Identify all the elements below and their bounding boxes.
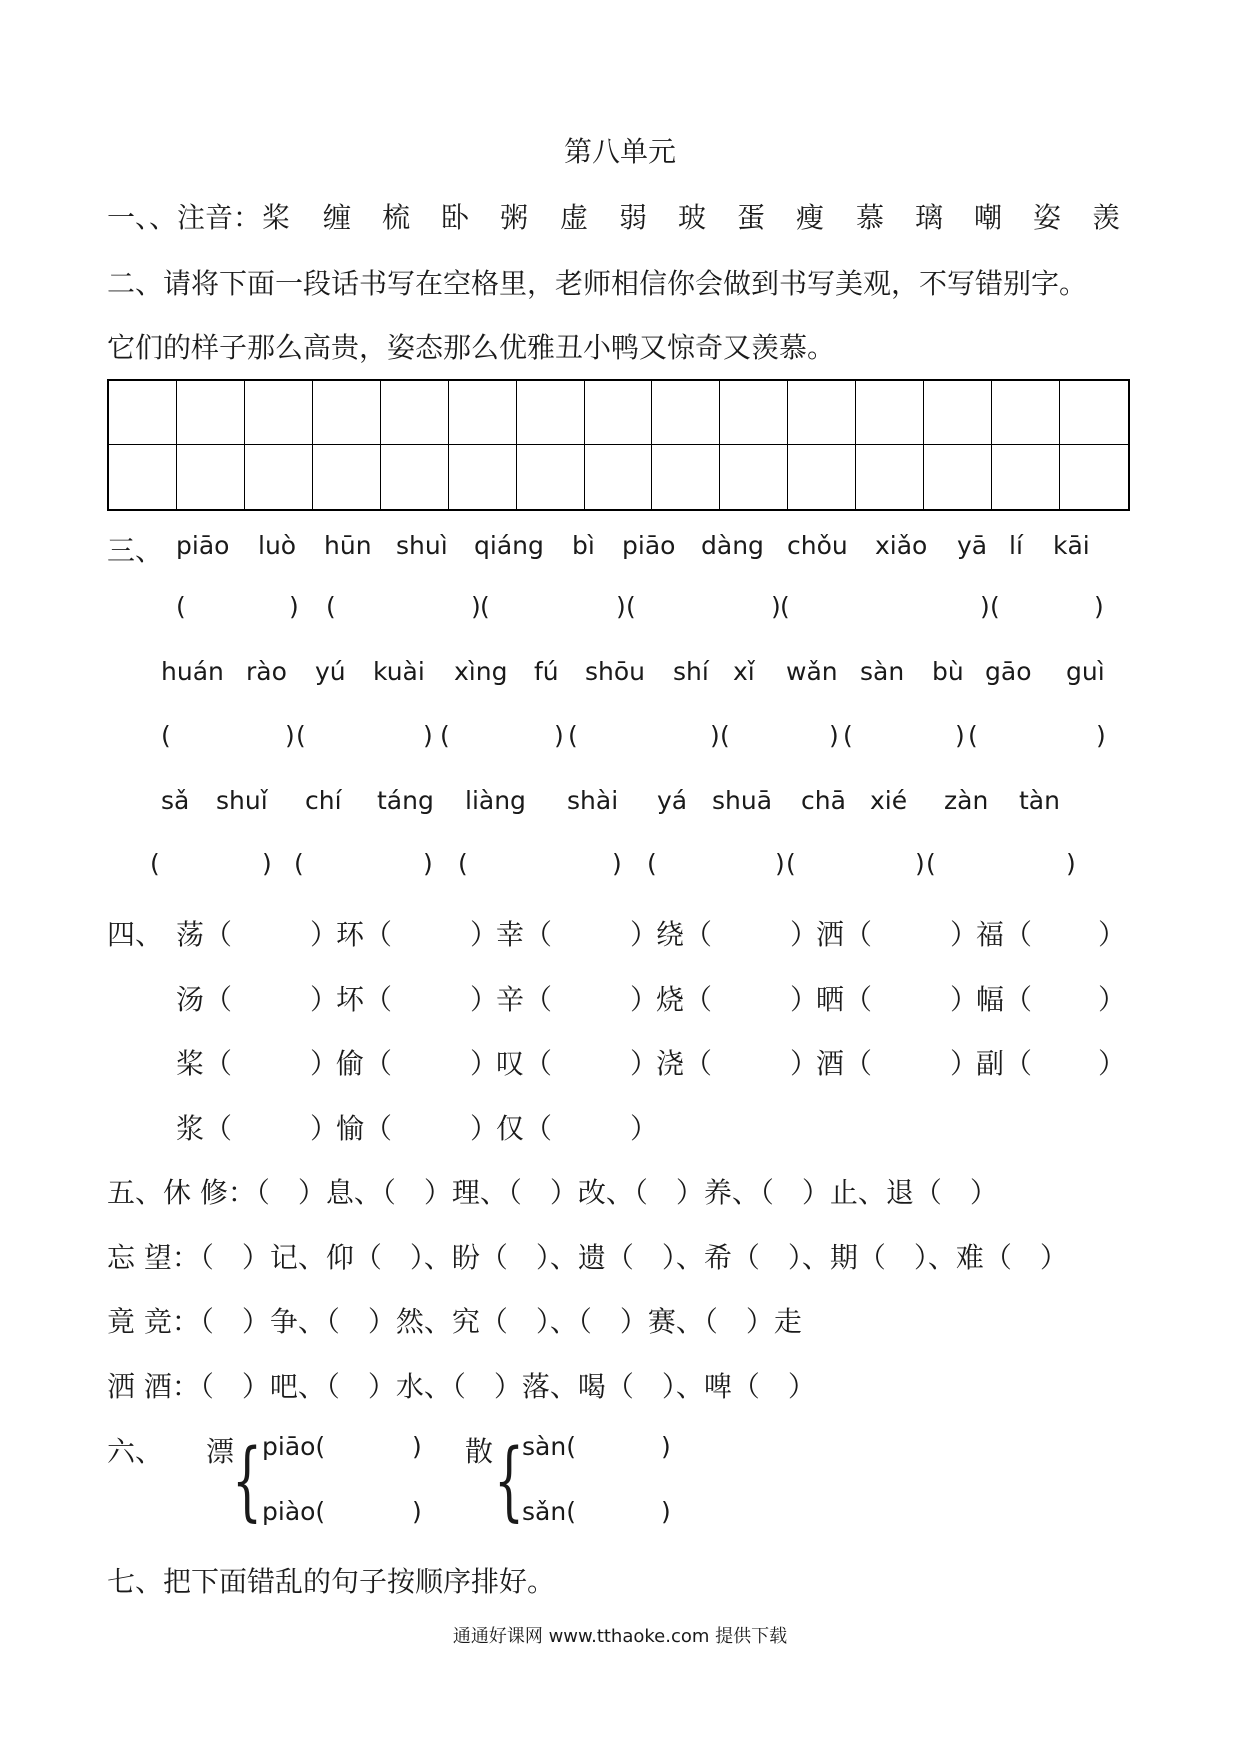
char-item: 偷 [336,1047,365,1080]
phonetic-char: 嘲 [974,201,1003,234]
pinyin-option: sàn( [522,1432,576,1461]
pinyin-syllable: sàn [860,657,905,686]
grid-box[interactable] [449,381,517,445]
paren-close: ) [616,592,626,621]
paren-open: ( [568,721,578,750]
section-1-row [0,196,1240,236]
char-item: 汤 [176,983,205,1016]
paren-close: ) [661,1432,671,1461]
paren-open: ( [786,849,796,878]
grid-box[interactable] [381,445,449,509]
paren-close: ） [790,983,819,1016]
paren-close: ) [262,849,272,878]
pinyin-syllable: yá [657,786,688,815]
section-2-sentence: 它们的样子那么高贵，姿态那么优雅丑小鸭又惊奇又羡慕。 [107,331,836,364]
pinyin-syllable: qiáng [474,531,544,560]
paren-close: ） [630,983,659,1016]
paren-open: ( [150,849,160,878]
pinyin-row-2 [0,657,1240,697]
pinyin-syllable: shuā [712,786,773,815]
paren-close: ） [630,1112,659,1145]
char-item: 洒 [816,918,845,951]
char-item: 幅 [976,983,1005,1016]
char-item: 烧 [656,983,685,1016]
paren-open: （ [684,983,713,1016]
paren-close: ) [1094,592,1104,621]
paren-close: ） [790,918,819,951]
paren-close: ） [790,1047,819,1080]
pinyin-syllable: chí [305,786,342,815]
paren-open: ( [161,721,171,750]
pinyin-syllable: sǎ [161,786,190,815]
section-5-line-1: 五、休 修：（ ）息、（ ）理、（ ）改、（ ）养、（ ）止、退（ ） [107,1176,998,1209]
phonetic-char: 璃 [915,201,944,234]
pinyin-syllable: dàng [701,531,764,560]
grid-box[interactable] [1060,445,1128,509]
section-5-line-3: 竟 竞：（ ）争、（ ）然、究（ ）、（ ）赛、（ ）走 [107,1305,802,1338]
grid-box[interactable] [856,445,924,509]
pinyin-option: sǎn( [522,1497,576,1526]
writing-grid[interactable] [107,379,1130,511]
paren-open: （ [684,1047,713,1080]
pinyin-option: piāo( [262,1432,326,1461]
paren-open: ( [990,592,1000,621]
grid-box[interactable] [449,445,517,509]
phonetic-char: 弱 [619,201,648,234]
grid-box[interactable] [652,381,720,445]
char-item: 辛 [496,983,525,1016]
paren-open: （ [364,983,393,1016]
grid-box[interactable] [313,381,381,445]
section-4-row-3 [0,1042,1240,1082]
paren-close: ） [310,1112,339,1145]
grid-box[interactable] [313,445,381,509]
paren-close: ） [310,1047,339,1080]
answer-row-2 [0,721,1240,761]
pinyin-syllable: shuì [396,531,448,560]
footer-credit: 通通好课网 www.tthaoke.com 提供下载 [452,1626,788,1647]
section-2-instruction: 二、请将下面一段话书写在空格里，老师相信你会做到书写美观，不写错别字。 [107,267,1088,300]
paren-close: ) [423,849,433,878]
grid-box[interactable] [585,445,653,509]
section-4-row-1 [0,913,1240,953]
char-item: 仅 [496,1112,525,1145]
brace-icon: { [494,1431,525,1531]
paren-open: （ [204,983,233,1016]
phonetic-char: 虚 [560,201,589,234]
pinyin-row-1 [0,529,1240,569]
char-item: 绕 [656,918,685,951]
paren-open: （ [844,918,873,951]
paren-open: （ [204,1112,233,1145]
phonetic-char: 蛋 [737,201,766,234]
paren-close: ) [285,721,295,750]
pinyin-syllable: zàn [944,786,989,815]
pinyin-syllable: bù [932,657,964,686]
paren-close: ) [829,721,839,750]
pinyin-syllable: hūn [324,531,372,560]
pinyin-syllable: shōu [585,657,646,686]
pinyin-syllable: chǒu [787,531,848,560]
paren-close: ) [955,721,965,750]
paren-open: ( [458,849,468,878]
pinyin-syllable: huán [161,657,224,686]
phonetic-char: 粥 [500,201,529,234]
paren-close: ） [950,983,979,1016]
paren-open: ( [626,592,636,621]
paren-close: ) [1066,849,1076,878]
char-item: 叹 [496,1047,525,1080]
grid-box[interactable] [245,381,313,445]
paren-open: （ [1004,918,1033,951]
brace-icon: { [232,1431,263,1531]
char-item: 环 [336,918,365,951]
paren-close: ） [630,918,659,951]
pinyin-syllable: táng [377,786,434,815]
grid-box[interactable] [924,445,992,509]
paren-open: （ [364,1112,393,1145]
pinyin-syllable: yú [315,657,346,686]
grid-box[interactable] [585,381,653,445]
phonetic-char: 瘦 [796,201,825,234]
pinyin-syllable: bì [572,531,595,560]
paren-close: ) [980,592,990,621]
grid-box[interactable] [109,445,177,509]
paren-close: ） [630,1047,659,1080]
paren-open: （ [524,983,553,1016]
pinyin-syllable: xǐ [733,657,755,686]
phonetic-char: 卧 [441,201,470,234]
answer-row-1 [0,592,1240,632]
phonetic-char: 姿 [1033,201,1062,234]
phonetic-char: 缠 [323,201,352,234]
paren-close: ) [771,592,781,621]
paren-close: ) [471,592,481,621]
section-7-text: 七、把下面错乱的句子按顺序排好。 [107,1565,556,1598]
paren-open: （ [204,1047,233,1080]
pinyin-syllable: shài [567,786,619,815]
grid-box[interactable] [992,381,1060,445]
section-5-line-4: 洒 酒：（ ）吧、（ ）水、（ ）落、喝（ ）、啤（ ） [107,1370,816,1403]
paren-open: ( [176,592,186,621]
paren-close: ) [412,1432,422,1461]
paren-close: ） [950,1047,979,1080]
polyphone-char-2: 散 [465,1435,494,1468]
pinyin-syllable: piāo [176,531,230,560]
paren-open: ( [926,849,936,878]
char-item: 浆 [176,1112,205,1145]
paren-close: ） [470,1112,499,1145]
polyphone-char-1: 漂 [206,1435,235,1468]
char-item: 副 [976,1047,1005,1080]
paren-open: ( [843,721,853,750]
page-title: 第八单元 [563,135,676,168]
grid-box[interactable] [720,381,788,445]
paren-close: ) [412,1497,422,1526]
pinyin-syllable: xié [870,786,908,815]
paren-open: （ [524,1112,553,1145]
pinyin-syllable: shí [673,657,709,686]
paren-open: （ [1004,1047,1033,1080]
char-item: 愉 [336,1112,365,1145]
paren-open: ( [326,592,336,621]
char-item: 晒 [816,983,845,1016]
paren-open: ( [294,849,304,878]
grid-box[interactable] [924,381,992,445]
paren-open: ( [440,721,450,750]
paren-open: （ [844,983,873,1016]
pinyin-syllable: xìng [454,657,508,686]
section-4-label: 四、 [107,918,164,951]
paren-close: ） [310,983,339,1016]
paren-close: ） [950,918,979,951]
grid-box[interactable] [652,445,720,509]
grid-box[interactable] [788,445,856,509]
char-item: 福 [976,918,1005,951]
paren-close: ） [1098,918,1127,951]
paren-open: （ [524,918,553,951]
section-3-label: 三、 [107,534,164,567]
paren-close: ) [710,721,720,750]
section-6-label: 六、 [107,1435,164,1468]
grid-box[interactable] [1060,381,1128,445]
pinyin-syllable: tàn [1019,786,1060,815]
paren-close: ) [661,1497,671,1526]
pinyin-syllable: shuǐ [216,786,268,815]
grid-box[interactable] [720,445,788,509]
paren-open: ( [968,721,978,750]
answer-row-3 [0,849,1240,889]
paren-close: ) [612,849,622,878]
paren-open: （ [1004,983,1033,1016]
grid-box[interactable] [177,381,245,445]
section-1-label: 一、、注音： [107,201,262,234]
paren-close: ） [470,983,499,1016]
paren-close: ） [310,918,339,951]
paren-close: ） [470,1047,499,1080]
pinyin-syllable: luò [258,531,297,560]
pinyin-syllable: chā [801,786,846,815]
pinyin-syllable: kāi [1053,531,1090,560]
phonetic-char: 梳 [382,201,411,234]
paren-close: ） [1098,983,1127,1016]
pinyin-syllable: fú [534,657,559,686]
grid-box[interactable] [177,445,245,509]
pinyin-syllable: yā [957,531,988,560]
grid-box[interactable] [517,381,585,445]
pinyin-syllable: gāo [985,657,1032,686]
paren-open: ( [780,592,790,621]
pinyin-syllable: piāo [622,531,676,560]
pinyin-row-3 [0,786,1240,826]
pinyin-syllable: xiǎo [875,531,928,560]
paren-close: ) [775,849,785,878]
phonetic-char: 桨 [262,201,291,234]
grid-box[interactable] [381,381,449,445]
paren-close: ) [554,721,564,750]
paren-open: （ [364,1047,393,1080]
section-4-row-2 [0,978,1240,1018]
paren-open: ( [296,721,306,750]
grid-box[interactable] [856,381,924,445]
pinyin-syllable: lí [1009,531,1023,560]
phonetic-char: 羡 [1092,201,1121,234]
paren-close: ） [470,918,499,951]
paren-close: ) [915,849,925,878]
section-4-row-4 [0,1107,1240,1147]
pinyin-option: piào( [262,1497,326,1526]
paren-open: （ [204,918,233,951]
char-item: 荡 [176,918,205,951]
char-item: 酒 [816,1047,845,1080]
pinyin-syllable: wǎn [786,657,838,686]
paren-open: ( [720,721,730,750]
paren-close: ) [423,721,433,750]
char-item: 桨 [176,1047,205,1080]
section-5-line-2: 忘 望：（ ）记、仰（ ）、盼（ ）、遗（ ）、希（ ）、期（ ）、难（ ） [107,1241,1068,1274]
grid-box[interactable] [517,445,585,509]
grid-box[interactable] [109,381,177,445]
paren-open: （ [844,1047,873,1080]
paren-close: ) [1096,721,1106,750]
grid-box[interactable] [992,445,1060,509]
phonetic-char: 慕 [856,201,885,234]
char-item: 幸 [496,918,525,951]
pinyin-syllable: rào [246,657,287,686]
paren-open: ( [480,592,490,621]
paren-open: ( [647,849,657,878]
pinyin-syllable: guì [1066,657,1105,686]
pinyin-syllable: kuài [373,657,425,686]
grid-box[interactable] [788,381,856,445]
paren-open: （ [524,1047,553,1080]
char-item: 浇 [656,1047,685,1080]
phonetic-char: 玻 [678,201,707,234]
paren-close: ) [289,592,299,621]
paren-close: ） [1098,1047,1127,1080]
pinyin-syllable: liàng [465,786,526,815]
paren-open: （ [684,918,713,951]
grid-box[interactable] [245,445,313,509]
paren-open: （ [364,918,393,951]
char-item: 坏 [336,983,365,1016]
